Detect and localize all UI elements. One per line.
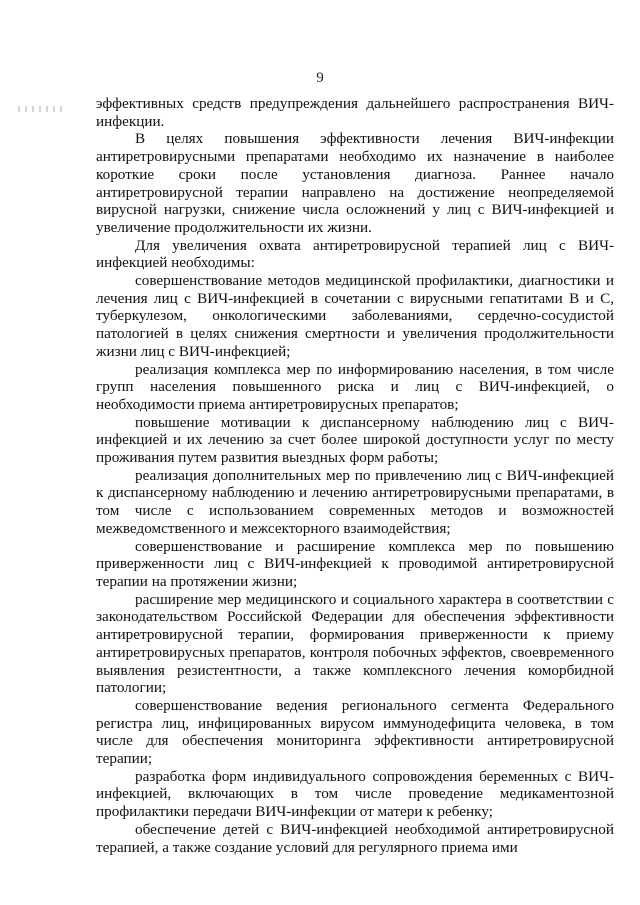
scan-speckle — [18, 106, 64, 112]
paragraph-continuation: эффективных средств предупреждения дальнейшего распространения ВИЧ-инфекции. — [96, 95, 614, 130]
list-item-motivation: повышение мотивации к диспансерному наблюдению лиц с ВИЧ-инфекцией и их лечению за счет более широкой доступности услуг по месту проживания путем развития выездных форм работы; — [96, 413, 614, 467]
list-item-adherence: совершенствование и расширение комплекса мер по повышению приверженности лиц с ВИЧ-инфекцией к проводимой антиретровирусной терапии на протяжении жизни; — [96, 537, 614, 590]
list-item-engagement: реализация дополнительных мер по привлечению лиц с ВИЧ-инфекцией к диспансерному наблюдению и лечению антиретровирусными препаратами, в том числе с использованием современных методов и возможностей межведомственного и межсекторного взаимодействия; — [96, 466, 614, 537]
page-number: 9 — [316, 70, 324, 86]
document-body — [96, 95, 614, 856]
list-item-social-measures: расширение мер медицинского и социального характера в соответствии с законодательством Российской Федерации для обеспечения эффективности антиретровирусной терапии, формирования приверженности к приему антиретровирусных препаратов, контроля побочных эффектов, своевременного выявления резистентности, а также комплексного лечения коморбидной патологии; — [96, 590, 614, 697]
list-item-registry: совершенствование ведения регионального сегмента Федерального регистра лиц, инфицированных вирусом иммунодефицита человека, в том числе для обеспечения мониторинга эффективности антиретровирусной терапии; — [96, 696, 614, 768]
list-item-diagnostics: совершенствование методов медицинской профилактики, диагностики и лечения лиц с ВИЧ-инфекцией в сочетании с вирусными гепатитами В и С, туберкулезом, онкологическими заболеваниями, сердечно-сосудистой патологией в целях снижения смертности и увеличения продолжительности жизни лиц с ВИЧ-инфекцией; — [96, 272, 614, 360]
list-item-children: обеспечение детей с ВИЧ-инфекцией необходимой антиретровирусной терапией, а также создание условий для регулярного приема ими — [96, 820, 614, 856]
paragraph-treatment-timing: В целях повышения эффективности лечения ВИЧ-инфекции антиретровирусными препаратами необходимо их назначение в наиболее короткие сроки после установления диагноза. Раннее начало антиретровирусной терапии направлено на достижение неопределяемой вирусной нагрузки, снижение числа осложнений у лиц с ВИЧ-инфекцией и увеличение продолжительности их жизни. — [96, 130, 614, 236]
paragraph-coverage-intro: Для увеличения охвата антиретровирусной терапией лиц с ВИЧ-инфекцией необходимы: — [96, 236, 614, 272]
list-item-pregnancy: разработка форм индивидуального сопровождения беременных с ВИЧ-инфекцией, включающих в том числе проведение медикаментозной профилактики передачи ВИЧ-инфекции от матери к ребенку; — [96, 767, 614, 821]
list-item-informing: реализация комплекса мер по информированию населения, в том числе групп населения повышенного риска и лиц с ВИЧ-инфекцией, о необходимости приема антиретровирусных препаратов; — [96, 360, 614, 413]
